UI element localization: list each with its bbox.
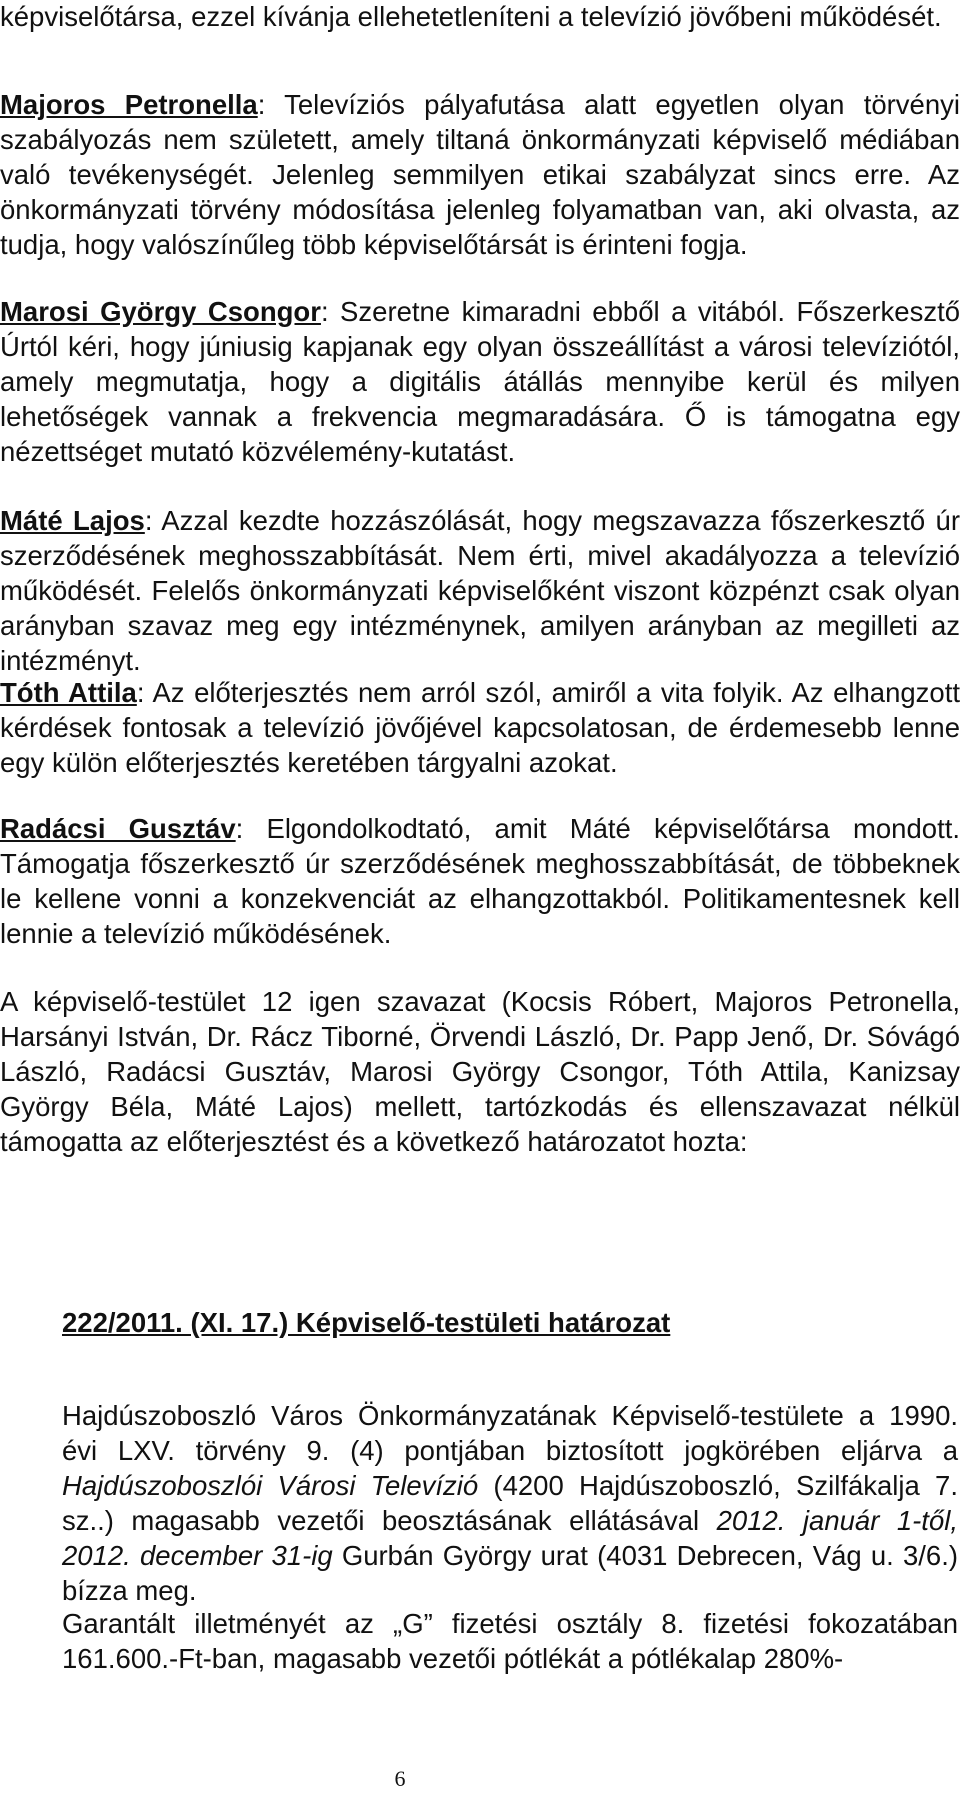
- resolution-text: Garantált illetményét az „G” fizetési osztály 8. fizetési fokozatában 161.600.-Ft-ban, magasabb vezetői pótlékát a pótlékalap 280%-: [62, 1608, 958, 1674]
- resolution-text: Gurbán György urat (4031 Debrecen, Vág u. 3/6.) bízza meg.: [62, 1540, 958, 1606]
- paragraph-vote: [0, 984, 960, 1159]
- paragraph-toth: [0, 675, 960, 780]
- resolution-salary: [62, 1606, 958, 1676]
- paragraph-text: : Televíziós pályafutása alatt egyetlen olyan törvényi szabályozás nem született, amely tiltaná önkormányzati képviselő médiában való tevékenységét. Jelenleg semmilyen etikai szabályzat sincs erre. Az önkormányzati törvény módosítása jelenleg folyamatban van, aki olvasta, az tudja, hogy valószínűleg több képviselőtársát is érinteni fogja.: [0, 89, 960, 260]
- paragraph-text: : Az előterjesztés nem arról szól, amiről a vita folyik. Az elhangzott kérdések fontosak a televízió jövőjével kapcsolatosan, de érdemesebb lenne egy külön előterjesztés keretében tárgyalni azokat.: [0, 677, 960, 778]
- resolution-text: Hajdúszoboszló Város Önkormányzatának Képviselő-testülete a 1990. évi LXV. törvény 9. (4) pontjában biztosított jogkörében eljárva a: [62, 1400, 958, 1466]
- paragraph-marosi: [0, 294, 960, 469]
- speaker-name: Majoros Petronella: [0, 89, 258, 120]
- speaker-name: Radácsi Gusztáv: [0, 813, 236, 844]
- term-dates: 2012. január 1-től, 2012. december 31-ig: [62, 1505, 958, 1571]
- paragraph-majoros: [0, 87, 960, 262]
- paragraph-text: képviselőtársa, ezzel kívánja ellehetetleníteni a televízió jövőbeni működését.: [0, 1, 942, 32]
- institution-name: Hajdúszoboszlói Városi Televízió: [62, 1470, 479, 1501]
- resolution-text: (4200 Hajdúszoboszló, Szilfákalja 7. sz..) magasabb vezetői beosztásának ellátásával: [62, 1470, 958, 1536]
- page-number: 6: [394, 1766, 406, 1791]
- resolution-body: [62, 1398, 958, 1608]
- paragraph-text: : Elgondolkodtató, amit Máté képviselőtársa mondott. Támogatja főszerkesztő úr szerződésének meghosszabbítását, de többeknek le kellene vonni a konzekvenciát az elhangzottakból. Politikamentesnek kell lennie a televízió működésének.: [0, 813, 960, 949]
- paragraph-text: : Szeretne kimaradni ebből a vitából. Főszerkesztő Úrtól kéri, hogy júniusig kapjanak egy olyan összeállítást a városi televíziótól, amely megmutatja, hogy a digitális átállás mennyibe kerül és milyen lehetőségek vannak a frekvencia megmaradására. Ő is támogatna egy nézettséget mutató közvélemény-kutatást.: [0, 296, 960, 467]
- paragraph-mate: [0, 503, 960, 678]
- paragraph-radacsi: [0, 811, 960, 951]
- speaker-name: Máté Lajos: [0, 505, 145, 536]
- resolution-title: 222/2011. (XI. 17.) Képviselő-testületi határozat: [62, 1307, 671, 1338]
- paragraph-text: : Azzal kezdte hozzászólását, hogy megszavazza főszerkesztő úr szerződésének meghosszabbítását. Nem érti, mivel akadályozza a televízió működését. Felelős önkormányzati képviselőként viszont közpénzt csak olyan arányban szavaz meg egy intézménynek, amilyen arányban az megilleti az intézményt.: [0, 505, 960, 676]
- speaker-name: Tóth Attila: [0, 677, 137, 708]
- speaker-name: Marosi György Csongor: [0, 296, 321, 327]
- paragraph-text: A képviselő-testület 12 igen szavazat (Kocsis Róbert, Majoros Petronella, Harsányi István, Dr. Rácz Tiborné, Örvendi László, Dr. Papp Jenő, Dr. Sóvágó László, Radácsi Gusztáv, Marosi György Csongor, Tóth Attila, Kanizsay György Béla, Máté Lajos) mellett, tartózkodás és ellenszavazat nélkül támogatta az előterjesztést és a következő határozatot hozta:: [0, 986, 960, 1157]
- paragraph-continuation: [0, 0, 960, 34]
